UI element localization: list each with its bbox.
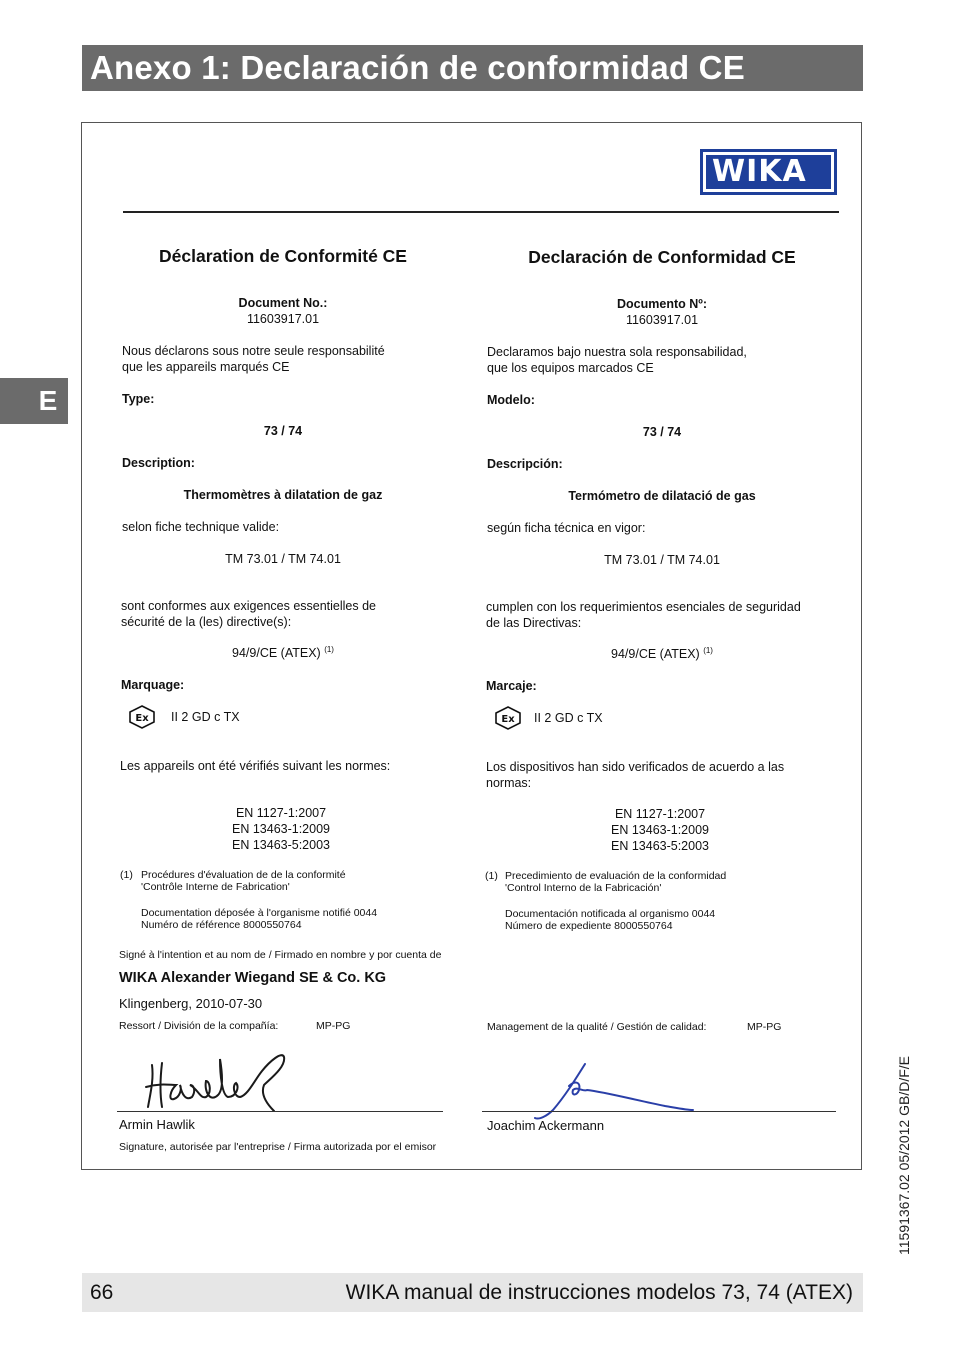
page-title: Anexo 1: Declaración de conformidad CE xyxy=(90,49,745,86)
right-marking-value: II 2 GD c TX xyxy=(534,711,603,725)
right-desc-value: Termómetro de dilatació de gas xyxy=(568,489,756,503)
left-type-label: Type: xyxy=(122,392,155,406)
right-directive-text: 94/9/CE (ATEX) xyxy=(611,647,700,661)
left-sheet-text: selon fiche technique valide: xyxy=(122,520,280,534)
right-title: Declaración de Conformidad CE xyxy=(528,247,796,267)
document-code: 11591367.02 05/2012 GB/D/F/E xyxy=(896,1056,912,1255)
left-directive xyxy=(123,645,443,661)
left-doc-no-label: Document No.: xyxy=(238,296,328,310)
left-marking-label: Marquage: xyxy=(121,678,185,692)
right-directive xyxy=(500,646,824,662)
left-signature-image xyxy=(140,1045,300,1115)
left-footnote-2: 'Contrôle Interne de Fabrication' xyxy=(141,881,290,893)
right-conf-1: cumplen con los requerimientos esenciales de seguridad xyxy=(486,600,801,614)
left-division-label: Ressort / División de la compañía: xyxy=(119,1020,279,1032)
right-sheet-text: según ficha técnica en vigor: xyxy=(487,521,646,535)
left-norm-2: EN 13463-1:2009 xyxy=(232,822,330,836)
language-tab xyxy=(0,378,68,424)
svg-text:Ex: Ex xyxy=(501,714,515,725)
signed-on-behalf: Signé à l'intention et au nom de / Firmado en nombre y por cuenta de xyxy=(119,949,442,961)
right-marking-label: Marcaje: xyxy=(486,679,537,693)
wika-logo xyxy=(700,149,837,195)
left-norm-3: EN 13463-5:2003 xyxy=(232,838,330,852)
right-footnote-num: (1) xyxy=(485,870,498,882)
left-doc-no: 11603917.01 xyxy=(246,312,320,326)
left-type-value: 73 / 74 xyxy=(263,424,303,438)
right-footnote-1: Precedimiento de evaluación de la conformidad xyxy=(505,870,727,882)
right-verified-2: normas: xyxy=(486,776,532,790)
right-type-value: 73 / 74 xyxy=(642,425,682,439)
left-desc-label: Description: xyxy=(122,456,195,470)
signature-caption: Signature, autorisée par l'entreprise / Firma autorizada por el emisor xyxy=(119,1141,437,1153)
left-verified: Les appareils ont été vérifiés suivant les normes: xyxy=(120,759,391,773)
right-norm-2: EN 13463-1:2009 xyxy=(611,823,709,837)
left-intro-2: que les appareils marqués CE xyxy=(122,360,290,374)
left-norm-1: EN 1127-1:2007 xyxy=(235,806,327,820)
right-conf-2: de las Directivas: xyxy=(486,616,582,630)
right-doc-no-label: Documento Nº: xyxy=(617,297,707,311)
right-intro-2: que los equipos marcados CE xyxy=(487,361,654,375)
left-directive-note: (1) xyxy=(324,644,334,654)
left-intro-1: Nous déclarons sous notre seule responsabilité xyxy=(122,344,385,358)
page-number: 66 xyxy=(90,1281,114,1304)
right-division-value: MP-PG xyxy=(747,1021,782,1033)
divider xyxy=(123,211,839,213)
left-footnote-4: Numéro de référence 8000550764 xyxy=(141,919,302,931)
right-type-label: Modelo: xyxy=(487,393,535,407)
right-signer-name: Joachim Ackermann xyxy=(487,1118,605,1133)
ex-hexagon-icon xyxy=(495,706,521,730)
right-desc-label: Descripción: xyxy=(487,457,563,471)
manual-title: WIKA manual de instrucciones modelos 73, 74 (ATEX) xyxy=(345,1281,853,1304)
left-division-value: MP-PG xyxy=(316,1020,351,1032)
left-marking-value: II 2 GD c TX xyxy=(171,710,240,724)
right-doc-no: 11603917.01 xyxy=(625,313,699,327)
svg-text:Ex: Ex xyxy=(135,713,149,724)
left-desc-value: Thermomètres à dilatation de gaz xyxy=(183,488,383,502)
right-signature-line xyxy=(482,1111,836,1112)
right-footnote-4: Número de expediente 8000550764 xyxy=(505,920,673,932)
language-tab-label: E xyxy=(38,385,58,416)
left-conf-1: sont conformes aux exigences essentielles de xyxy=(121,599,377,613)
right-norm-3: EN 13463-5:2003 xyxy=(611,839,709,853)
left-footnote-num: (1) xyxy=(120,869,133,881)
right-sheet-value: TM 73.01 / TM 74.01 xyxy=(604,553,720,567)
place-date: Klingenberg, 2010-07-30 xyxy=(119,996,263,1011)
company-name: WIKA Alexander Wiegand SE & Co. KG xyxy=(119,970,387,986)
right-footnote-2: 'Control Interno de la Fabricación' xyxy=(505,882,662,894)
wika-logo-text: WIKA xyxy=(706,155,831,189)
left-footnote-3: Documentation déposée à l'organisme notifié 0044 xyxy=(141,907,378,919)
left-sheet-value: TM 73.01 / TM 74.01 xyxy=(225,552,341,566)
right-verified-1: Los dispositivos han sido verificados de acuerdo a las xyxy=(486,760,785,774)
right-footnote-3: Documentación notificada al organismo 0044 xyxy=(505,908,716,920)
left-conf-2: sécurité de la (les) directive(s): xyxy=(121,615,292,629)
left-directive-text: 94/9/CE (ATEX) xyxy=(232,646,321,660)
left-signer-name: Armin Hawlik xyxy=(119,1117,195,1132)
right-division-label: Management de la qualité / Gestión de calidad: xyxy=(487,1021,707,1033)
left-title: Déclaration de Conformité CE xyxy=(159,246,407,266)
right-intro-1: Declaramos bajo nuestra sola responsabilidad, xyxy=(487,345,747,359)
ex-hexagon-icon xyxy=(129,705,155,729)
right-norm-1: EN 1127-1:2007 xyxy=(614,807,706,821)
right-directive-note: (1) xyxy=(703,645,713,655)
left-signature-line xyxy=(117,1111,443,1112)
left-footnote-1: Procédures d'évaluation de de la conformité xyxy=(141,869,346,881)
